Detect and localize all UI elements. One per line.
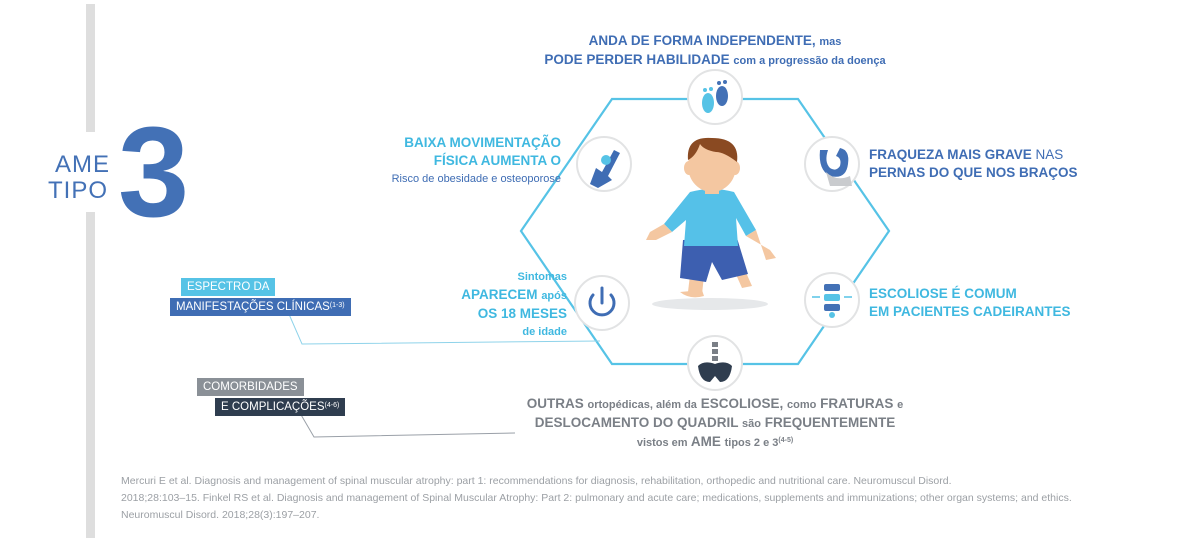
lower-left-line2-bold: APARECEM [461,287,538,302]
tag-espectro-line2 [170,298,351,316]
lower-right-line2: EM PACIENTES CADEIRANTES [869,304,1071,319]
bottom-l1-b: ortopédicas, além da [587,399,697,411]
reference-line3: Neuromuscul Disord. 2018;28(3):197–207. [121,509,320,521]
bottom-l1-a: OUTRAS [526,396,584,411]
bottom-l1-d: como [787,399,817,411]
bottom-l1-e: FRATURAS [820,396,894,411]
title-ame: AME [54,151,110,178]
icon-power-circle [575,276,629,330]
lower-left-line1: Sintomas [517,271,567,283]
top-line2-bold: PODE PERDER HABILIDADE [544,52,730,67]
title-number: 3 [118,101,190,244]
item-top [520,32,910,70]
bottom-l1-c: ESCOLIOSE, [700,396,784,411]
bottom-l2-b: são [742,418,761,430]
tag-espectro-line1 [181,278,275,296]
top-line1-small: mas [819,36,842,48]
icon-joint-circle [577,137,631,191]
tag-comorb-line2-text: E COMPLICAÇÕES [221,401,325,413]
tag-comorb-line1-text: COMORBIDADES [203,381,298,393]
icon-knee-circle [805,137,859,191]
references [121,473,1131,524]
bottom-l1-f: e [897,399,904,411]
upper-left-line1: BAIXA MOVIMENTAÇÃO [404,135,561,150]
lower-right-line1: ESCOLIOSE É COMUM [869,286,1017,301]
icon-pelvis-circle [688,336,742,390]
lower-left-line2-small: após [541,290,567,302]
top-line2-small: com a progressão da doença [733,55,886,67]
tag-comorb-line2 [215,398,345,416]
child-figure [646,138,776,297]
tag-comorb-sup: (4-6) [324,402,340,409]
item-lower-right [869,285,1169,321]
upper-right-line2: PERNAS DO QUE NOS BRAÇOS [869,165,1078,180]
connector-comorb [300,413,515,437]
reference-line2: 2018;28:103–15. Finkel RS et al. Diagnosis and management of Spinal Muscular Atrophy: Part 2: pulmonary and acute care; medications, supplements and immunizations; other organ systems; and ethics. [121,492,1072,504]
bottom-l3-c: tipos 2 e 3 [724,437,779,449]
bottom-l3-b: AME [690,434,721,449]
item-upper-right [869,146,1169,182]
upper-right-line1-bold: FRAQUEZA MAIS GRAVE [869,147,1032,162]
tag-espectro-sup: (1-3) [329,302,345,309]
tag-comorb-line1 [197,378,304,396]
tag-espectro-line1-text: ESPECTRO DA [187,281,270,293]
item-lower-left [420,268,567,341]
upper-right-line1-rest: NAS [1035,147,1064,162]
top-line1-bold: ANDA DE FORMA INDEPENDENTE, [588,33,816,48]
tag-espectro-line2-text: MANIFESTAÇÕES CLÍNICAS [176,301,330,313]
reference-line1: Mercuri E et al. Diagnosis and management of spinal muscular atrophy: part 1: recommendations for diagnosis, rehabilitation, orthopedic and nutritional care. Neuromuscul Disord. [121,475,952,487]
item-bottom [500,395,930,452]
item-upper-left [340,134,561,188]
lower-left-line4: de idade [522,326,567,338]
icon-footprints-circle [688,70,742,124]
upper-left-line3: Risco de obesidade e osteoporose [391,173,561,185]
bottom-l3-sup: (4-5) [778,437,794,444]
bottom-l2-a: DESLOCAMENTO DO QUADRIL [534,415,739,430]
bottom-l2-c: FREQUENTEMENTE [764,415,896,430]
bottom-l3-a: vistos em [636,437,688,449]
title-tipo: TIPO [48,177,109,204]
lower-left-line3: OS 18 MESES [477,306,567,321]
icon-spine-circle [805,273,859,327]
upper-left-line2: FÍSICA AUMENTA O [433,153,561,168]
